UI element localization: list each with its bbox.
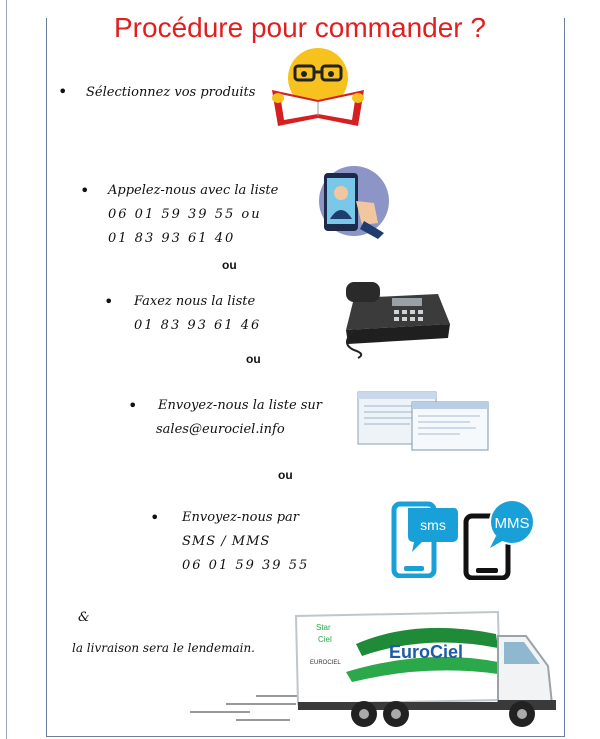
step-select-text: Sélectionnez vos produits: [86, 85, 256, 100]
email-window-icon: [356, 390, 490, 452]
truck-brand: EuroCiel: [388, 642, 464, 662]
page-left-edge: [6, 0, 7, 739]
mms-icon-label: MMS: [494, 515, 530, 532]
step-call: [108, 179, 278, 251]
step-sms-number: 06 01 59 39 55: [182, 558, 310, 573]
reading-smiley-icon: [262, 38, 374, 130]
bullet-icon: •: [80, 181, 90, 200]
bullet-icon: •: [58, 82, 68, 101]
bullet-icon: •: [150, 508, 160, 527]
page-title: Procédure pour commander ?: [114, 12, 486, 43]
fax-machine-icon: [336, 274, 456, 360]
step-email-address: sales@eurociel.info: [156, 422, 285, 437]
step-email-label: Envoyez-nous la liste sur: [158, 398, 323, 413]
mms-phone-icon: [462, 500, 540, 580]
phone-call-icon: [318, 163, 390, 239]
step-fax-number: 01 83 93 61 46: [134, 318, 262, 333]
step-call-label: Appelez-nous avec la liste: [108, 183, 279, 198]
bullet-icon: •: [104, 292, 114, 311]
ampersand: &: [78, 610, 90, 625]
step-sms: [182, 506, 309, 578]
step-sms-label: Envoyez-nous par: [182, 510, 299, 525]
or-label: ou: [278, 468, 293, 482]
step-fax-label: Faxez nous la liste: [134, 294, 256, 309]
truck-side-label: EUROCIEL: [310, 660, 341, 666]
or-label: ou: [246, 352, 261, 366]
truck-logo-bottom: Ciel: [318, 635, 332, 644]
step-email: [158, 394, 322, 442]
step-fax: [134, 290, 261, 338]
truck-logo-top: Star: [316, 623, 331, 632]
bullet-icon: •: [128, 396, 138, 415]
sms-icon-label: sms: [420, 517, 446, 533]
or-label: ou: [222, 258, 237, 272]
step-call-phone2: 01 83 93 61 40: [108, 231, 236, 246]
step-sms-channels: SMS / MMS: [182, 534, 271, 549]
delivery-text: la livraison sera le lendemain.: [72, 641, 255, 655]
sms-phone-icon: [390, 500, 460, 578]
step-call-phone1: 06 01 59 39 55 ou: [108, 207, 262, 222]
delivery-truck-icon: [186, 608, 562, 732]
